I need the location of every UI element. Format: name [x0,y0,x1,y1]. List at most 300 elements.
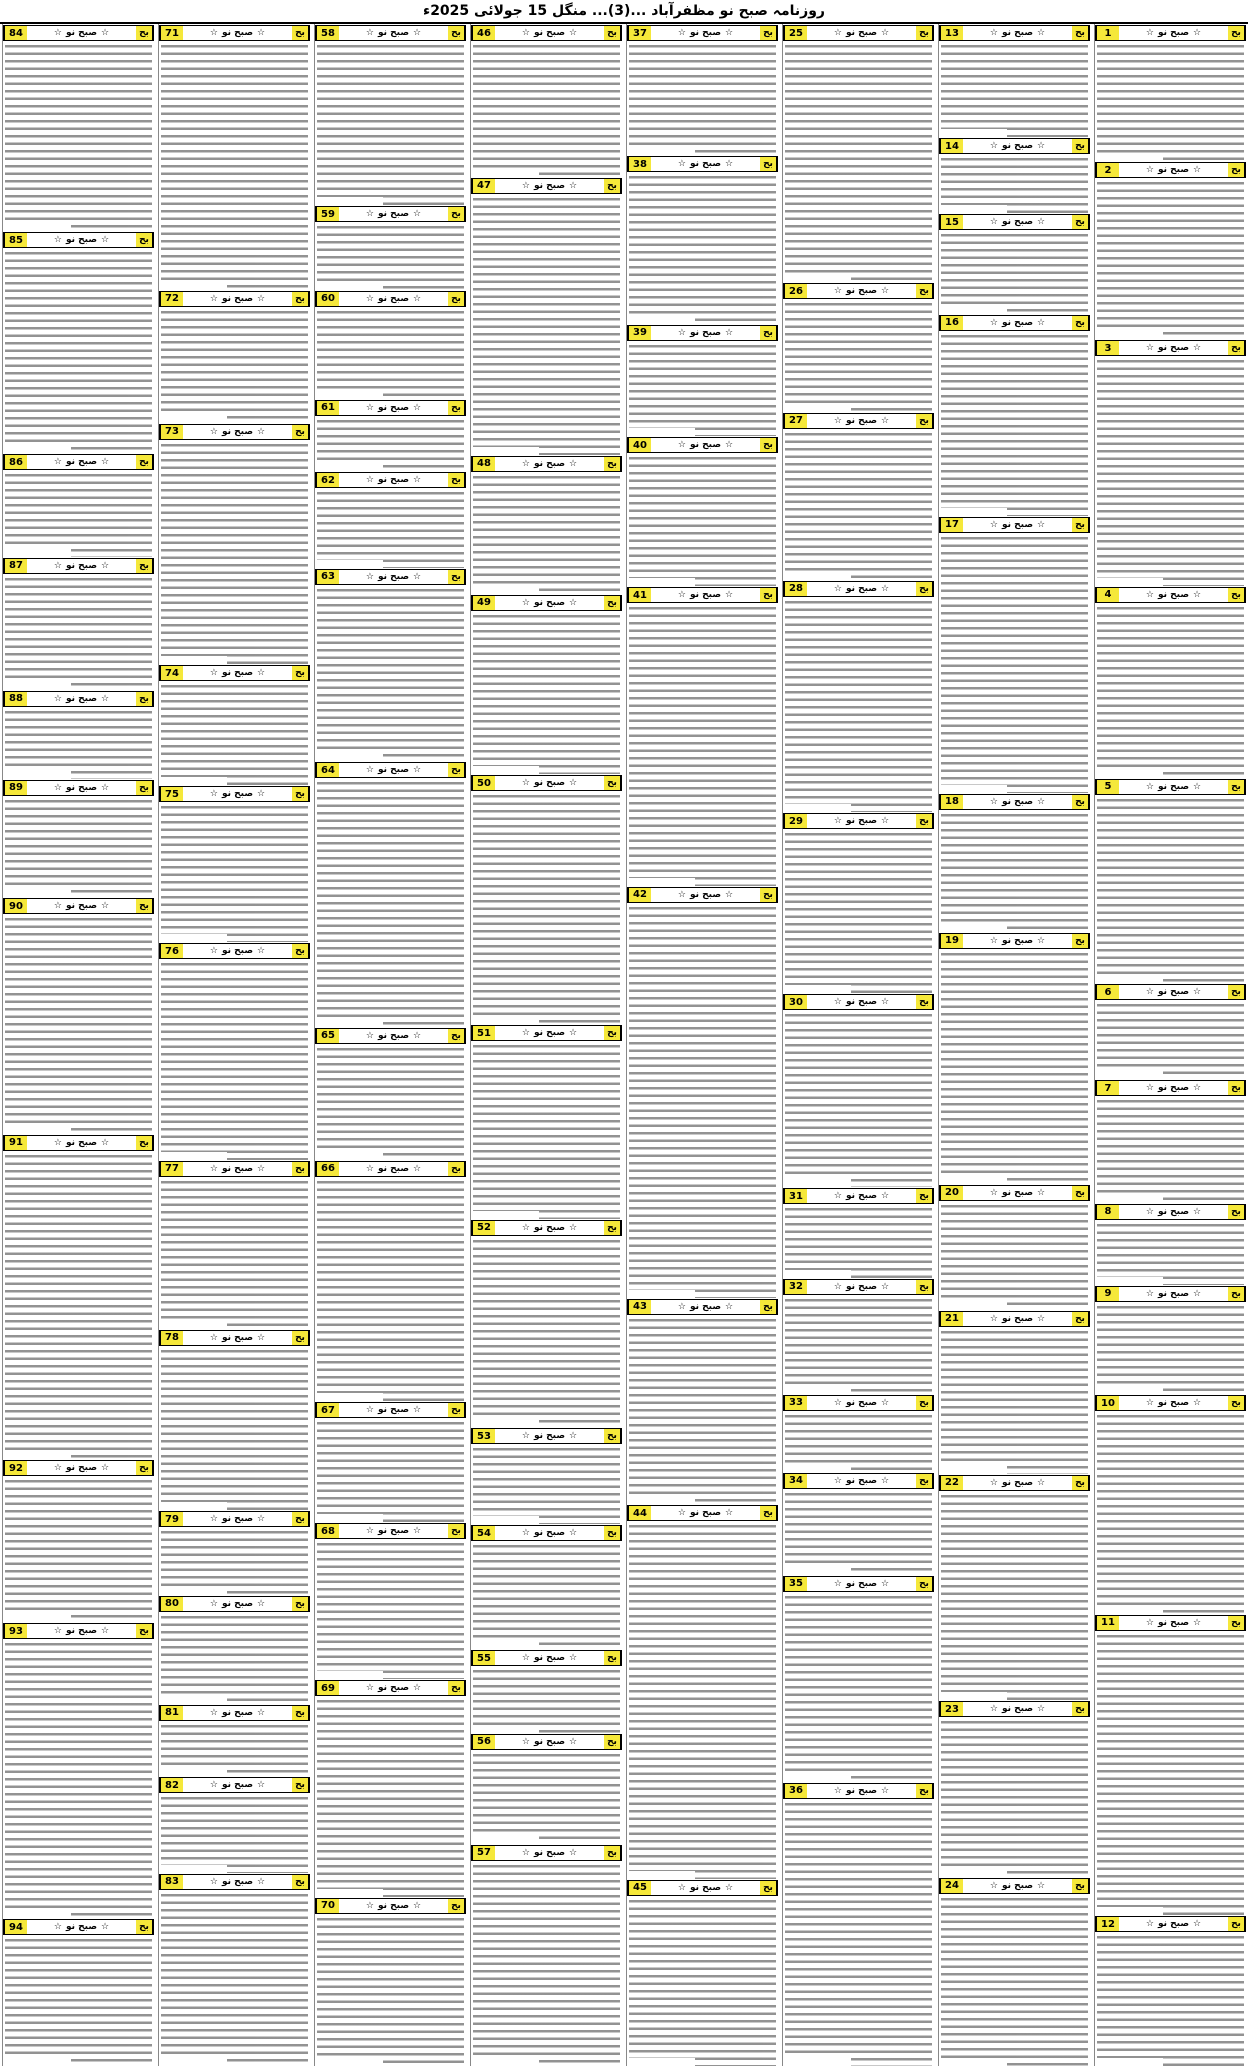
star-icon: ☆ [881,997,890,1008]
news-brief [159,664,310,785]
star-icon: ☆ [257,1332,266,1343]
star-icon: ☆ [1037,1313,1046,1324]
news-brief [783,282,934,411]
news-brief-mark: بح [1072,1879,1089,1893]
star-icon: ☆ [257,946,266,957]
star-icon: ☆ [413,475,422,486]
news-brief-banner [651,588,760,602]
news-brief-text [161,1528,308,1595]
news-brief-banner [963,26,1072,40]
news-brief-mark: بح [1072,215,1089,229]
star-icon: ☆ [569,458,578,469]
news-brief-banner [1119,163,1228,177]
news-brief-label: صبح نو [534,1736,566,1747]
news-brief-header [159,1596,310,1612]
news-brief-mark: بح [136,781,153,795]
news-brief-header [939,1475,1090,1491]
news-brief [471,1649,622,1732]
news-column [158,24,310,2066]
news-brief-header [159,665,310,681]
news-brief [3,231,154,453]
news-brief-banner [1119,1287,1228,1301]
star-icon: ☆ [989,1880,998,1891]
news-brief-mark: بح [292,26,309,40]
news-brief-header [627,325,778,341]
news-brief-banner [27,1920,136,1934]
news-brief-mark: بح [292,1331,309,1345]
star-icon: ☆ [413,571,422,582]
star-icon: ☆ [1145,1398,1154,1409]
news-brief-banner [651,326,760,340]
news-brief-label: صبح نو [222,1163,254,1174]
news-brief-banner [1119,1205,1228,1219]
news-brief-banner [807,1474,916,1488]
news-brief-header [783,813,934,829]
news-brief-label: صبح نو [534,1847,566,1858]
news-brief-banner [183,425,292,439]
star-icon: ☆ [725,1508,734,1518]
news-brief-banner [183,1597,292,1611]
news-brief-number: 14 [940,139,963,153]
news-brief [3,1134,154,1460]
news-brief-header [471,1220,622,1236]
news-brief [3,897,154,1134]
news-brief-header [627,887,778,903]
news-brief-number: 65 [316,1029,339,1043]
news-brief-label: صبح نو [1002,1477,1034,1488]
news-brief-mark: بح [292,787,309,801]
star-icon: ☆ [413,293,422,304]
news-brief-label: صبح نو [1002,519,1034,530]
star-icon: ☆ [881,1397,890,1408]
news-brief-text [5,1936,152,2066]
news-brief-banner [963,1476,1072,1490]
news-brief-mark: بح [604,1221,621,1235]
star-icon: ☆ [209,1598,218,1609]
news-brief-number: 70 [316,1899,339,1913]
news-brief-text [629,1522,776,1879]
star-icon: ☆ [1037,1704,1046,1715]
news-brief-header [471,595,622,611]
news-brief-header [1095,1286,1246,1302]
news-brief-text [629,1316,776,1504]
news-brief-number: 26 [784,284,807,298]
news-brief [1095,1079,1246,1202]
news-brief [471,1844,622,2066]
news-brief-label: صبح نو [846,28,878,38]
star-icon: ☆ [833,1578,842,1589]
news-brief-number: 17 [940,518,963,532]
news-brief-header [1095,162,1246,178]
news-brief-mark: بح [604,1026,621,1040]
news-brief-mark: بح [1228,1396,1245,1410]
news-brief-header [627,587,778,603]
news-brief-number: 9 [1096,1287,1119,1301]
news-brief-label: صبح نو [1002,1187,1034,1198]
news-brief-number: 85 [4,233,27,247]
news-brief-header [159,1330,310,1346]
star-icon: ☆ [725,590,734,601]
news-brief-text [5,249,152,453]
star-icon: ☆ [881,1191,890,1202]
star-icon: ☆ [209,1707,218,1718]
news-brief-number: 77 [160,1162,183,1176]
news-brief-text [629,342,776,436]
news-brief [3,1918,154,2066]
news-brief-number: 54 [472,1526,495,1540]
news-brief-label: صبح نو [1158,28,1190,38]
star-icon: ☆ [257,668,266,679]
news-brief-banner [27,233,136,247]
news-brief-label: صبح نو [1002,935,1034,946]
news-brief-mark: بح [292,1162,309,1176]
news-brief-header [627,25,778,41]
star-icon: ☆ [53,782,62,793]
star-icon: ☆ [521,1431,530,1441]
news-brief-header [939,1878,1090,1894]
star-icon: ☆ [677,28,686,38]
star-icon: ☆ [365,765,374,776]
news-brief-banner [339,292,448,306]
star-icon: ☆ [1145,1617,1154,1628]
news-brief-label: صبح نو [66,901,98,912]
news-brief [3,1622,154,1918]
news-brief-text [785,1205,932,1277]
news-brief-text [161,960,308,1159]
news-brief-number: 59 [316,207,339,221]
news-brief-number: 90 [4,899,27,913]
news-brief-banner [495,1526,604,1540]
news-brief-header [3,454,154,470]
news-brief-text [161,1722,308,1777]
news-brief-mark: بح [916,1474,933,1488]
star-icon: ☆ [569,1847,578,1858]
star-icon: ☆ [569,180,578,191]
news-brief-number: 24 [940,1879,963,1893]
news-brief-text [317,586,464,761]
star-icon: ☆ [521,28,530,38]
news-brief-number: 89 [4,781,27,795]
news-brief-header [627,156,778,172]
news-brief-text [629,904,776,1298]
star-icon: ☆ [1145,1288,1154,1299]
news-brief-text [1097,1303,1244,1395]
news-brief-number: 60 [316,292,339,306]
news-brief-text [941,332,1088,516]
news-brief-header [315,1523,466,1539]
star-icon: ☆ [365,571,374,582]
news-brief-header [783,25,934,41]
news-brief-label: صبح نو [66,1137,98,1148]
news-brief-number: 87 [4,559,27,573]
news-brief [3,1459,154,1622]
news-brief-number: 79 [160,1512,183,1526]
news-brief-mark: بح [448,1899,465,1913]
news-brief-mark: بح [604,26,621,40]
news-brief-label: صبح نو [690,1301,722,1312]
news-brief-banner [27,692,136,706]
news-brief-mark: بح [1228,780,1245,794]
star-icon: ☆ [569,778,578,789]
news-brief [939,24,1090,137]
news-brief-banner [963,1186,1072,1200]
news-brief [159,1595,310,1704]
news-brief-label: صبح نو [222,1332,254,1343]
news-brief-header [315,1028,466,1044]
news-brief [315,1160,466,1402]
news-brief-label: صبح نو [222,28,254,38]
news-brief-banner [27,559,136,573]
news-brief-mark: بح [916,26,933,40]
news-brief-label: صبح نو [690,590,722,601]
news-brief-header [1095,1080,1246,1096]
news-brief-mark: بح [760,588,777,602]
star-icon: ☆ [209,1163,218,1174]
news-brief-banner [1119,341,1228,355]
news-brief-label: صبح نو [846,1397,878,1408]
star-icon: ☆ [725,1882,734,1893]
news-brief-header [939,933,1090,949]
news-brief [939,516,1090,793]
news-brief-label: صبح نو [846,415,878,426]
star-icon: ☆ [1145,1206,1154,1217]
news-brief-label: صبح نو [1158,1919,1190,1930]
news-brief-label: صبح نو [378,765,410,776]
news-brief-text [785,830,932,993]
star-icon: ☆ [521,458,530,469]
news-brief-label: صبح نو [378,28,410,38]
news-brief-mark: بح [448,473,465,487]
news-brief-text [473,42,620,177]
news-brief-header [315,25,466,41]
news-brief [783,1278,934,1394]
news-brief-number: 16 [940,316,963,330]
news-brief-banner [339,473,448,487]
news-brief-number: 33 [784,1396,807,1410]
news-brief-banner [27,1461,136,1475]
star-icon: ☆ [53,28,62,38]
news-brief-mark: بح [448,401,465,415]
star-icon: ☆ [521,1736,530,1747]
news-brief-banner [183,1875,292,1889]
star-icon: ☆ [989,28,998,38]
news-brief-label: صبح نو [690,1882,722,1893]
news-brief-number: 39 [628,326,651,340]
news-brief-label: صبح نو [222,1876,254,1887]
star-icon: ☆ [257,1780,266,1791]
news-brief-header [3,1135,154,1151]
news-brief-banner [339,1681,448,1695]
news-brief-banner [183,1162,292,1176]
news-brief-mark: بح [136,1461,153,1475]
news-brief-number: 15 [940,215,963,229]
news-brief-text [941,1202,1088,1310]
news-brief-mark: بح [1228,341,1245,355]
news-brief-header [627,437,778,453]
news-brief-text [317,42,464,205]
news-brief-banner [807,814,916,828]
news-brief-text [161,803,308,942]
star-icon: ☆ [833,1475,842,1486]
star-icon: ☆ [881,1475,890,1486]
news-brief-header [315,1402,466,1418]
news-brief-number: 46 [472,26,495,40]
news-brief [1095,778,1246,984]
star-icon: ☆ [365,1683,374,1694]
news-brief-text [473,473,620,594]
star-icon: ☆ [53,235,62,246]
news-brief-text [317,1045,464,1160]
news-brief-banner [807,26,916,40]
news-brief-text [473,612,620,775]
news-brief [159,785,310,942]
news-brief-text [785,1800,932,2066]
news-brief [3,453,154,557]
news-brief [159,290,310,423]
news-brief-mark: بح [916,1189,933,1203]
news-brief-header [471,1025,622,1041]
news-brief-number: 18 [940,795,963,809]
news-brief-banner [495,1429,604,1443]
news-brief-number: 34 [784,1474,807,1488]
news-brief-banner [183,787,292,801]
news-brief-mark: بح [448,570,465,584]
star-icon: ☆ [1193,1398,1202,1409]
news-brief-text [317,1915,464,2066]
news-brief-number: 81 [160,1706,183,1720]
news-brief-mark: بح [1228,1205,1245,1219]
star-icon: ☆ [365,1526,374,1537]
news-brief-label: صبح نو [534,28,566,38]
star-icon: ☆ [677,1301,686,1312]
news-brief-banner [183,1331,292,1345]
news-brief-header [1095,779,1246,795]
news-brief-mark: بح [448,207,465,221]
news-brief-header [315,1898,466,1914]
news-brief-number: 27 [784,414,807,428]
star-icon: ☆ [989,935,998,946]
news-brief-banner [183,26,292,40]
news-brief-header [783,581,934,597]
star-icon: ☆ [833,583,842,594]
news-brief-number: 74 [160,666,183,680]
news-brief-label: صبح نو [378,402,410,413]
news-brief-number: 7 [1096,1081,1119,1095]
news-brief-mark: بح [760,1881,777,1895]
star-icon: ☆ [365,1163,374,1174]
news-brief-text [785,1011,932,1187]
news-brief-label: صبح نو [222,668,254,679]
news-brief-header [783,994,934,1010]
news-brief-label: صبح نو [66,1922,98,1932]
news-brief [939,1877,1090,2066]
star-icon: ☆ [365,293,374,304]
news-brief-header [471,1650,622,1666]
news-brief-label: صبح نو [1002,28,1034,38]
news-brief [159,1160,310,1329]
news-brief-number: 22 [940,1476,963,1490]
news-brief-number: 78 [160,1331,183,1345]
news-brief-header [315,1680,466,1696]
news-brief-banner [963,139,1072,153]
news-brief [939,1184,1090,1310]
news-brief-header [159,943,310,959]
star-icon: ☆ [1193,1919,1202,1930]
star-icon: ☆ [677,1882,686,1893]
news-brief-banner [651,438,760,452]
star-icon: ☆ [101,457,110,468]
news-brief-label: صبح نو [846,997,878,1008]
star-icon: ☆ [53,901,62,912]
news-brief-header [939,794,1090,810]
news-brief-mark: بح [448,1029,465,1043]
news-brief-label: صبح نو [1002,1313,1034,1324]
news-brief-number: 51 [472,1026,495,1040]
news-brief [783,1394,934,1472]
star-icon: ☆ [257,1707,266,1718]
news-brief-mark: بح [760,157,777,171]
news-brief [3,690,154,779]
news-brief-header [939,315,1090,331]
news-brief-label: صبح نو [66,28,98,38]
news-column [2,24,154,2066]
news-brief-number: 57 [472,1846,495,1860]
news-brief-text [941,811,1088,932]
news-brief [783,580,934,813]
news-brief-text [161,1613,308,1704]
news-brief-mark: بح [1072,316,1089,330]
star-icon: ☆ [1037,141,1046,152]
news-brief [315,1679,466,1896]
news-brief [1095,586,1246,778]
news-brief-banner [495,1651,604,1665]
news-brief-mark: بح [916,1396,933,1410]
news-brief [315,1027,466,1160]
news-brief-text [629,604,776,886]
news-brief-label: صبح نو [378,1030,410,1041]
news-brief-number: 62 [316,473,339,487]
news-brief-label: صبح نو [690,327,722,338]
news-brief-text [785,1490,932,1575]
news-brief-label: صبح نو [66,1463,98,1474]
news-brief-text [5,42,152,231]
star-icon: ☆ [413,1405,422,1416]
news-brief-label: صبح نو [1158,1083,1190,1094]
news-brief-banner [339,1029,448,1043]
star-icon: ☆ [1145,781,1154,792]
news-brief-header [1095,984,1246,1000]
news-brief-header [3,691,154,707]
news-brief-label: صبح نو [378,1163,410,1174]
star-icon: ☆ [677,1508,686,1518]
news-brief-header [3,1460,154,1476]
news-brief-mark: بح [604,1429,621,1443]
news-brief-mark: بح [1228,1616,1245,1630]
news-brief [939,213,1090,314]
news-brief-number: 36 [784,1784,807,1798]
news-brief-mark: بح [1228,1287,1245,1301]
news-brief-number: 52 [472,1221,495,1235]
news-brief-label: صبح نو [534,1222,566,1233]
news-brief-label: صبح نو [378,571,410,582]
news-brief-number: 68 [316,1524,339,1538]
news-brief-label: صبح نو [378,1683,410,1694]
news-brief-number: 4 [1096,588,1119,602]
news-brief-mark: بح [292,1512,309,1526]
news-brief-banner [339,1524,448,1538]
news-brief-number: 64 [316,763,339,777]
news-brief-header [783,1783,934,1799]
